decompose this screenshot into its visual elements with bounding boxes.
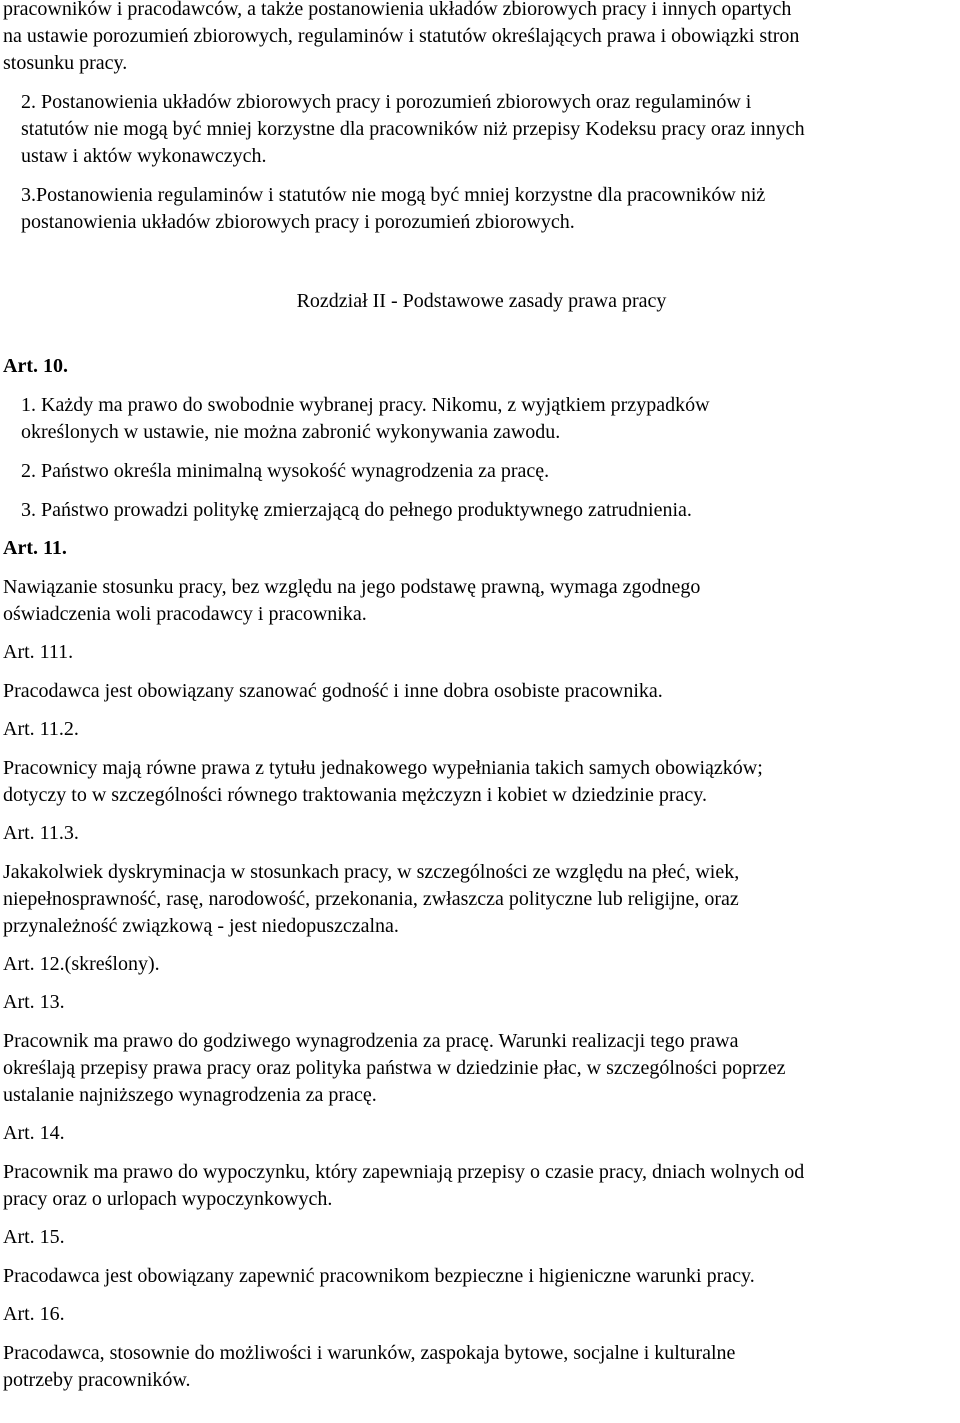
paragraph-text: Państwo określa minimalną wysokość wynagrodzenia za pracę. [41, 460, 550, 482]
article-heading-16: Art. 16. [3, 1303, 65, 1325]
article-heading-112: Art. 11.2. [3, 718, 79, 740]
article-text-113: Jakakolwiek dyskryminacja w stosunkach pracy, w szczególności ze względu na płeć, wiek, niepełnosprawność, rasę, narodowość, przekonania, zwłaszcza polityczne lub religijne, oraz przynależność związkową - jest niedopuszczalna. [3, 861, 740, 937]
article-text-112: Pracownicy mają równe prawa z tytułu jednakowego wypełniania takich samych obowiązków; dotyczy to w szczególności równego traktowania mężczyzn i kobiet w dziedzinie pracy. [3, 757, 763, 806]
paragraph-text: Każdy ma prawo do swobodnie wybranej pracy. Nikomu, z wyjątkiem przypadków określonych w ustawie, nie można zabronić wykonywania zawodu. [21, 394, 710, 443]
intro-paragraph-3 [3, 182, 960, 236]
article-heading-113: Art. 11.3. [3, 822, 79, 844]
paragraph-number: 3. [21, 184, 36, 206]
article-heading-11: Art. 11. [3, 537, 67, 559]
article-text-13: Pracownik ma prawo do godziwego wynagrodzenia za pracę. Warunki realizacji tego prawa określają przepisy prawa pracy oraz polityka państwa w dziedzinie płac, w szczególności poprzez ustalanie najniższego wynagrodzenia za pracę. [3, 1030, 786, 1106]
paragraph-text: Postanowienia układów zbiorowych pracy i porozumień zbiorowych oraz regulaminów i statutów nie mogą być mniej korzystne dla pracowników niż przepisy Kodeksu pracy oraz innych ustaw i aktów wykonawczych. [21, 91, 805, 167]
paragraph-number: 2. [21, 91, 36, 113]
art10-paragraph-1 [3, 392, 960, 446]
article-text-111: Pracodawca jest obowiązany szanować godność i inne dobra osobiste pracownika. [3, 680, 663, 702]
paragraph-number: 2. [21, 460, 36, 482]
article-text-15: Pracodawca jest obowiązany zapewnić pracownikom bezpieczne i higieniczne warunki pracy. [3, 1265, 755, 1287]
intro-paragraph-continued: pracowników i pracodawców, a także postanowienia układów zbiorowych pracy i innych opartych na ustawie porozumień zbiorowych, regulaminów i statutów określających prawa i obowiązki stron stosunku pracy. [3, 0, 800, 74]
art10-paragraph-3 [3, 497, 960, 524]
document-page [3, 0, 960, 1394]
article-heading-14: Art. 14. [3, 1122, 65, 1144]
paragraph-text: Postanowienia regulaminów i statutów nie mogą być mniej korzystne dla pracowników niż postanowienia układów zbiorowych pracy i porozumień zbiorowych. [21, 184, 766, 233]
article-heading-15: Art. 15. [3, 1226, 65, 1248]
article-text-16: Pracodawca, stosownie do możliwości i warunków, zaspokaja bytowe, socjalne i kulturalne potrzeby pracowników. [3, 1342, 736, 1391]
paragraph-number: 1. [21, 394, 36, 416]
intro-paragraph-2 [3, 89, 960, 170]
article-text-11: Nawiązanie stosunku pracy, bez względu na jego podstawę prawną, wymaga zgodnego oświadczenia woli pracodawcy i pracownika. [3, 576, 701, 625]
art10-paragraph-2 [3, 458, 960, 485]
chapter-heading: Rozdział II - Podstawowe zasady prawa pracy [296, 290, 667, 312]
paragraph-text: Państwo prowadzi politykę zmierzającą do pełnego produktywnego zatrudnienia. [41, 499, 692, 521]
article-heading-111: Art. 111. [3, 641, 74, 663]
paragraph-number: 3. [21, 499, 36, 521]
article-heading-10: Art. 10. [3, 355, 68, 377]
article-heading-12: Art. 12.(skreślony). [3, 953, 160, 975]
article-heading-13: Art. 13. [3, 991, 65, 1013]
article-text-14: Pracownik ma prawo do wypoczynku, który zapewniają przepisy o czasie pracy, dniach wolnych od pracy oraz o urlopach wypoczynkowych. [3, 1161, 805, 1210]
